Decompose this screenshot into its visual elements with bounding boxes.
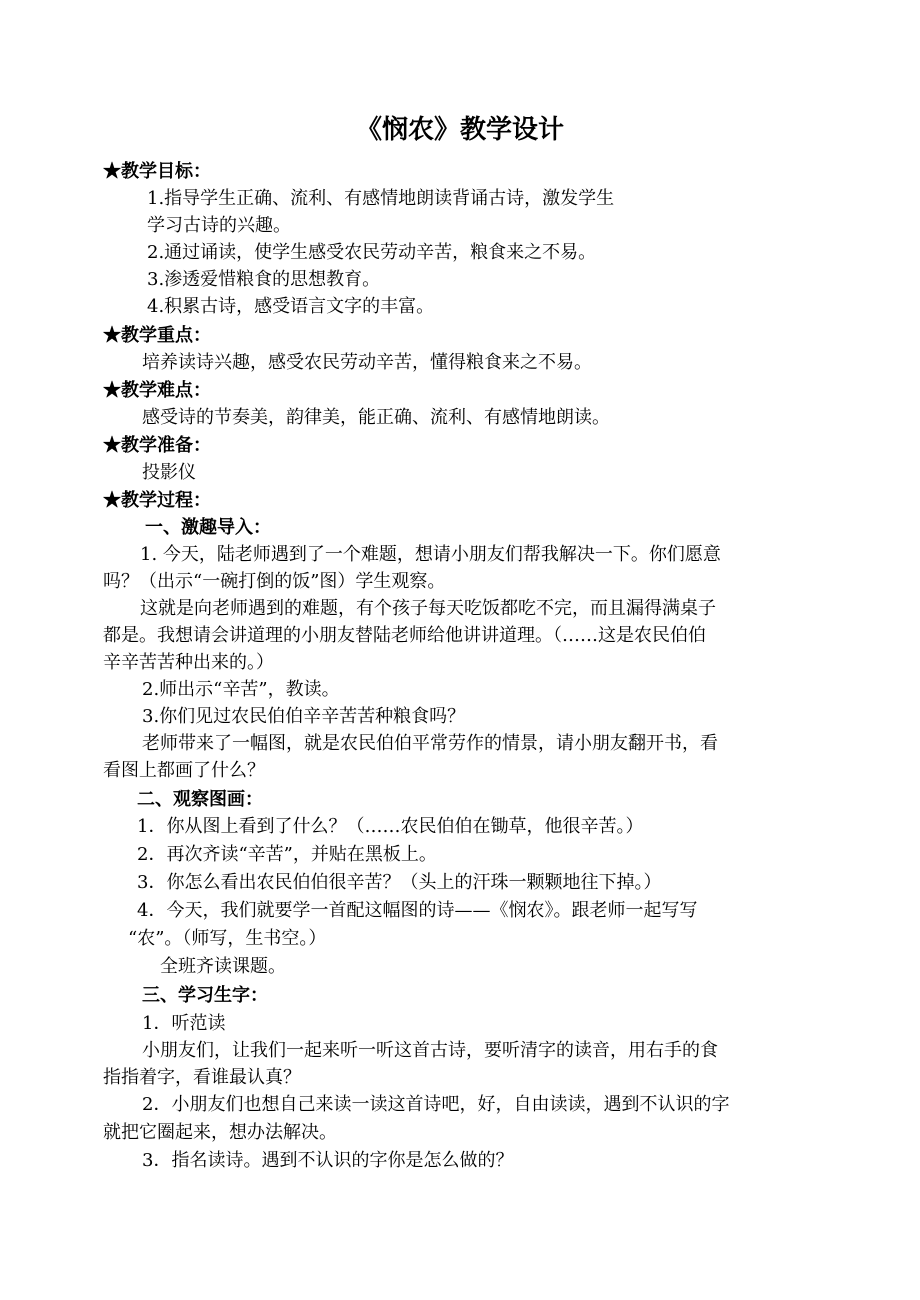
part-1-paragraph-1-line-1: 1. 今天，陆老师遇到了一个难题，想请小朋友们帮我解决一下。你们愿意 [140, 544, 721, 565]
objective-item-3: 3.渗透爱惜粮食的思想教育。 [147, 269, 381, 290]
part-2-paragraph-5: 全班齐读课题。 [160, 956, 286, 977]
part-3-paragraph-3-line-2: 就把它圈起来，想办法解决。 [103, 1122, 337, 1143]
part-2-paragraph-1: 1．你从图上看到了什么？（……农民伯伯在锄草，他很辛苦。） [137, 816, 644, 837]
part-3-paragraph-2-line-1: 小朋友们，让我们一起来听一听这首古诗，要听清字的读音，用右手的食 [142, 1040, 718, 1061]
part-1-paragraph-2-line-3: 辛辛苦苦种出来的。） [103, 652, 274, 673]
objective-item-1-line-2: 学习古诗的兴趣。 [147, 215, 291, 236]
part-1-paragraph-2-line-1: 这就是向老师遇到的难题，有个孩子每天吃饭都吃不完，而且漏得满桌子 [140, 598, 716, 619]
objective-item-4: 4.积累古诗，感受语言文字的丰富。 [147, 296, 435, 317]
objectives-heading: ★教学目标： [103, 161, 211, 182]
part-1-heading: 一、激趣导入： [145, 517, 271, 538]
preparation-heading: ★教学准备： [103, 435, 211, 456]
part-3-paragraph-1: 1．听范读 [142, 1013, 226, 1034]
part-2-paragraph-2: 2．再次齐读“辛苦”，并贴在黑板上。 [137, 844, 437, 865]
objective-item-2: 2.通过诵读，使学生感受农民劳动辛苦，粮食来之不易。 [147, 242, 597, 263]
part-1-paragraph-2-line-2: 都是。我想请会讲道理的小朋友替陆老师给他讲讲道理。（……这是农民伯伯 [103, 625, 706, 646]
part-3-paragraph-3-line-1: 2．小朋友们也想自己来读一读这首诗吧，好，自由读读，遇到不认识的字 [142, 1094, 730, 1115]
part-1-paragraph-3: 2.师出示“辛苦”，教读。 [142, 679, 340, 700]
part-3-paragraph-2-line-2: 指指着字，看谁最认真？ [103, 1067, 301, 1088]
part-3-paragraph-4: 3．指名读诗。遇到不认识的字你是怎么做的？ [142, 1150, 514, 1171]
part-2-paragraph-3: 3．你怎么看出农民伯伯很辛苦？（头上的汗珠一颗颗地往下掉。） [137, 872, 662, 893]
key-points-heading: ★教学重点： [103, 325, 211, 346]
key-points-text: 培养读诗兴趣，感受农民劳动辛苦，懂得粮食来之不易。 [142, 352, 592, 373]
part-2-paragraph-4-line-1: 4．今天，我们就要学一首配这幅图的诗——《悯农》。跟老师一起写写 [137, 900, 698, 921]
preparation-text: 投影仪 [142, 462, 196, 483]
process-heading: ★教学过程： [103, 490, 211, 511]
document-title: 《悯农》教学设计 [355, 115, 564, 145]
difficulties-text: 感受诗的节奏美，韵律美，能正确、流利、有感情地朗读。 [142, 407, 610, 428]
difficulties-heading: ★教学难点： [103, 380, 211, 401]
part-3-heading: 三、学习生字： [142, 985, 268, 1006]
part-1-paragraph-1-line-2: 吗？（出示“一碗打倒的饭”图）学生观察。 [103, 571, 446, 592]
part-1-paragraph-5-line-1: 老师带来了一幅图，就是农民伯伯平常劳作的情景，请小朋友翻开书，看 [142, 733, 718, 754]
part-2-paragraph-4-line-2: “农”。（师写，生书空。） [128, 928, 327, 949]
part-2-heading: 二、观察图画： [137, 789, 263, 810]
part-1-paragraph-4: 3.你们见过农民伯伯辛辛苦苦种粮食吗？ [142, 706, 466, 727]
part-1-paragraph-5-line-2: 看图上都画了什么？ [103, 760, 265, 781]
objective-item-1-line-1: 1.指导学生正确、流利、有感情地朗读背诵古诗，激发学生 [147, 188, 615, 209]
